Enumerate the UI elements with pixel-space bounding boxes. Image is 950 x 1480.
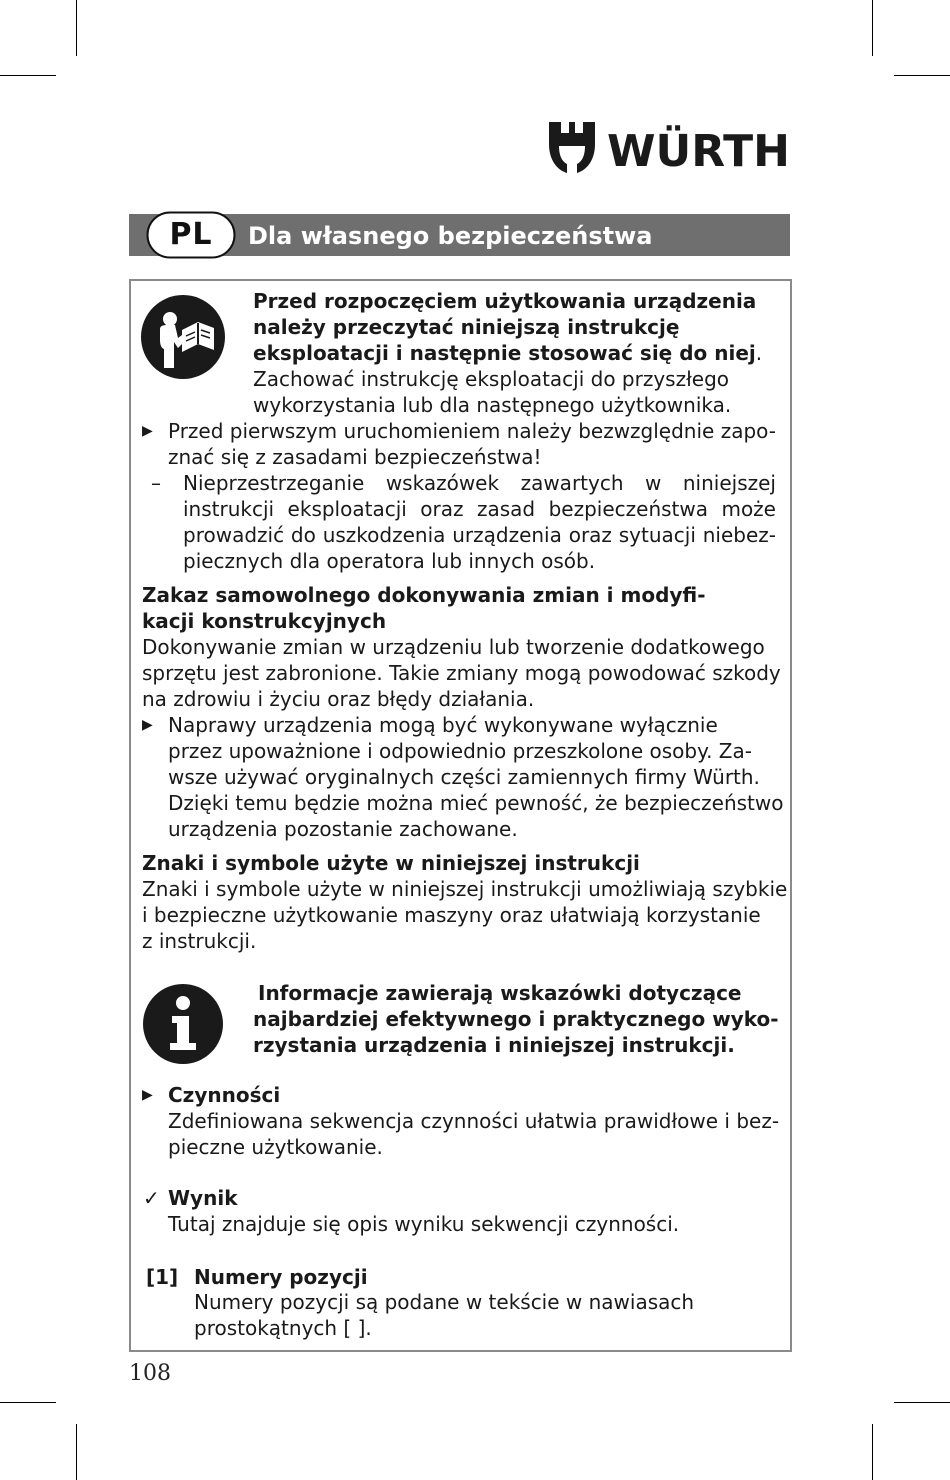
info-line: Informacje zawierają wskazówki dotyczące (258, 981, 742, 1005)
body-line: z instrukcji. (142, 929, 257, 953)
symbols-heading: Znaki i symbole użyte w niniejszej instrukcji (142, 851, 640, 875)
intro-notice (253, 288, 762, 418)
checkmark-icon: ✓ (143, 1186, 160, 1210)
modifications-body (142, 634, 781, 712)
body-line: i bezpieczne użytkowanie maszyny oraz ułatwiają korzystanie (142, 903, 761, 927)
intro-bold-end: . (755, 341, 763, 365)
crop-mark (872, 0, 873, 56)
heading-line: Zakaz samowolnego dokonywania zmian i modyfi- (142, 583, 706, 607)
language-badge (146, 211, 236, 259)
language-code: PL (169, 217, 213, 252)
heading-line: kacji konstrukcyjnych (142, 609, 387, 633)
actions-label: Czynności (168, 1083, 281, 1107)
wurth-logo (547, 120, 792, 176)
position-marker: [1] (146, 1265, 179, 1289)
page-number: 108 (129, 1361, 171, 1386)
repairs-bullet (168, 712, 783, 842)
crop-mark (0, 1402, 56, 1403)
body-line: Dokonywanie zmian w urządzeniu lub tworzenie dodatkowego (142, 635, 765, 659)
intro-bold-line: Przed rozpoczęciem użytkowania urządzenia (253, 289, 757, 313)
result-label: Wynik (168, 1186, 238, 1210)
bullet-line: Przed pierwszym uruchomieniem należy bezwzględnie zapo- (168, 419, 776, 443)
info-icon (142, 983, 224, 1065)
result-description (168, 1211, 679, 1237)
page-title: Dla własnego bezpieczeństwa (248, 222, 653, 250)
body-line: na zdrowiu i życiu oraz błędy działania. (142, 687, 535, 711)
info-line: najbardziej efektywnego i praktycznego wyko- (253, 1007, 779, 1031)
read-manual-icon (140, 294, 226, 380)
intro-bold-line: należy przeczytać niniejszą instrukcję (253, 315, 680, 339)
info-note (253, 980, 779, 1058)
dash-line: prowadzić do uszkodzenia urządzenia oraz sytuacji niebez- (183, 523, 776, 547)
body-line: sprzętu jest zabronione. Takie zmiany mogą powodować szkody (142, 661, 781, 685)
intro-bold-line: eksploatacji i następnie stosować się do niej (253, 341, 756, 365)
result-line: Tutaj znajduje się opis wyniku sekwencji czynności. (168, 1212, 680, 1236)
bullet-line: Dzięki temu będzie można mieć pewność, że bezpieczeństwo (168, 791, 784, 815)
bullet-marker: ▶ (142, 1087, 153, 1103)
bullet-marker: ▶ (142, 717, 153, 733)
dash-line: Nieprzestrzeganie wskazówek zawartych w niniejszej (183, 471, 776, 495)
brand-name: WÜRTH (607, 126, 791, 176)
bullet-line: znać się z zasadami bezpieczeństwa! (168, 445, 542, 469)
crop-mark (872, 1424, 873, 1480)
crop-mark (76, 0, 77, 56)
dash-warning (183, 470, 776, 574)
position-label: Numery pozycji (194, 1265, 368, 1289)
crop-mark (76, 1424, 77, 1480)
crop-mark (894, 1402, 950, 1403)
dash-line: piecznych dla operatora lub innych osób. (183, 549, 596, 573)
bullet-line: przez upoważnione i odpowiednio przeszkolone osoby. Za- (168, 739, 752, 763)
actions-description (168, 1108, 779, 1160)
dash-line: instrukcji eksploatacji oraz zasad bezpieczeństwa może (183, 497, 776, 521)
bullet-line: wsze używać oryginalnych części zamiennych firmy Würth. (168, 765, 760, 789)
bullet-line: urządzenia pozostanie zachowane. (168, 817, 518, 841)
bullet-first-use (168, 418, 776, 470)
body-line: Znaki i symbole użyte w niniejszej instrukcji umożliwiają szybkie (142, 877, 788, 901)
position-line: prostokątnych [ ]. (194, 1316, 372, 1340)
actions-line: pieczne użytkowanie. (168, 1135, 383, 1159)
symbols-body (142, 876, 787, 954)
bullet-marker: ▶ (142, 423, 153, 439)
crop-mark (0, 75, 56, 76)
crop-mark (894, 75, 950, 76)
intro-line: wykorzystania lub dla następnego użytkownika. (253, 393, 732, 417)
modifications-heading (142, 582, 706, 634)
actions-line: Zdefiniowana sekwencja czynności ułatwia prawidłowe i bez- (168, 1109, 780, 1133)
bullet-line: Naprawy urządzenia mogą być wykonywane wyłącznie (168, 713, 718, 737)
intro-line: Zachować instrukcję eksploatacji do przyszłego (253, 367, 730, 391)
position-description (194, 1289, 694, 1341)
dash-marker: – (151, 471, 161, 495)
info-line: rzystania urządzenia i niniejszej instrukcji. (253, 1033, 735, 1057)
position-line: Numery pozycji są podane w tekście w nawiasach (194, 1290, 695, 1314)
